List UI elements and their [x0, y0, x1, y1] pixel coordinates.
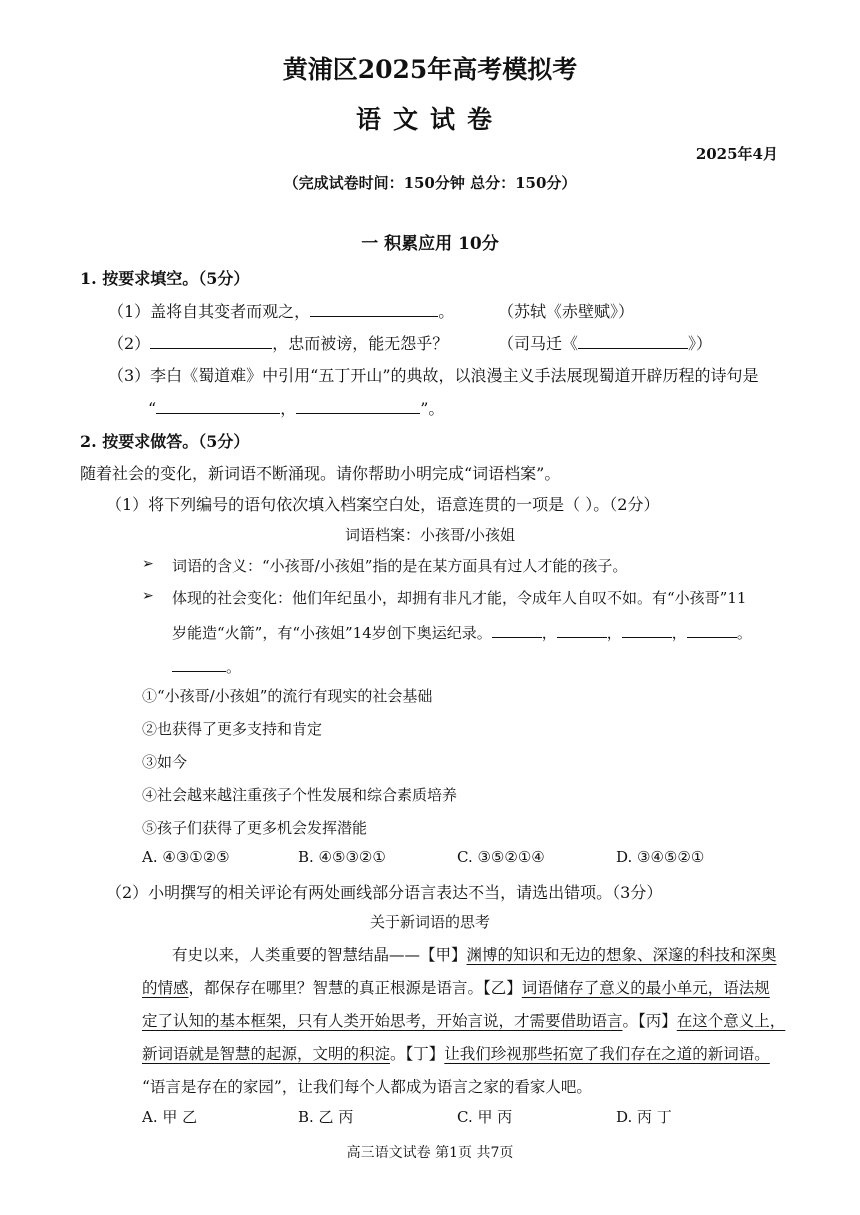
essay-underlined-ding: 让我们珍视那些拓宽了我们存在之道的新词语。 [444, 1045, 770, 1063]
arrow-bullet-icon: ➢ [142, 556, 154, 572]
option-b[interactable]: B. ④⑤③②① [298, 848, 386, 866]
essay-line-4 [142, 1042, 770, 1064]
option-c[interactable]: C. 甲 丙 [457, 1108, 513, 1126]
essay-underlined-jia: 的情感 [142, 979, 189, 997]
option-a[interactable]: A. ④③①②⑤ [142, 848, 230, 866]
option-c[interactable]: C. ③⑤②①④ [457, 848, 545, 866]
page-footer: 高三语文试卷 第1页 共7页 [346, 1145, 514, 1161]
archive-sep: ， [541, 624, 557, 642]
essay-underlined-bing: 新词语就是智慧的起源，文明的积淀 [142, 1045, 391, 1063]
option-d[interactable]: D. 丙 丁 [616, 1108, 672, 1126]
essay-line-1 [172, 943, 777, 965]
q1-item1 [108, 299, 454, 322]
q1-item2-source-suffix: 》） [688, 334, 713, 353]
essay-title: 关于新词语的思考 [369, 913, 490, 931]
section-heading: 一 积累应用 10分 [361, 234, 499, 254]
archive-blank-1[interactable] [492, 623, 542, 638]
essay-line-5: “语言是存在的家园”，让我们每个人都成为语言之家的看家人吧。 [142, 1078, 592, 1096]
q1-item3-close: ”。 [420, 399, 445, 418]
q1-item3-blank2[interactable] [296, 399, 420, 414]
q1-item3-open: “ [148, 399, 157, 418]
q1-item1-suffix: 。 [438, 302, 455, 321]
essay-underlined-yi: 词语储存了意义的最小单元，语法规 [521, 979, 770, 997]
q2-title: 2. 按要求做答。（5分） [80, 432, 250, 451]
archive-blank-4[interactable] [687, 623, 737, 638]
archive-title: 词语档案：小孩哥/小孩姐 [344, 526, 516, 544]
archive-end: 。 [226, 658, 242, 676]
option-a[interactable]: A. 甲 乙 [142, 1108, 198, 1126]
exam-meta: （完成试卷时间：150分钟 总分：150分） [283, 174, 577, 192]
q1-item1-source: （苏轼《赤壁赋》） [498, 302, 635, 321]
list-item: ②也获得了更多支持和肯定 [142, 720, 323, 738]
q1-title: 1. 按要求填空。（5分） [80, 269, 250, 288]
archive-blank-2[interactable] [557, 623, 607, 638]
essay-line-3 [142, 1009, 785, 1031]
q1-item3-line1: （3）李白《蜀道难》中引用“五丁开山”的典故，以浪漫主义手法展现蜀道开辟历程的诗句是 [108, 366, 759, 385]
exam-date: 2025年4月 [695, 145, 778, 163]
q1-item2-blank[interactable] [150, 334, 272, 349]
archive-bullet1: 词语的含义：“小孩哥/小孩姐”指的是在某方面具有过人才能的孩子。 [172, 557, 628, 575]
q1-item3-comma: ， [280, 399, 297, 418]
list-item: ⑤孩子们获得了更多机会发挥潜能 [142, 819, 368, 837]
list-item: ④社会越来越注重孩子个性发展和综合素质培养 [142, 786, 458, 804]
q1-item2-source-prefix: （司马迁《 [498, 334, 579, 353]
archive-blank-3[interactable] [622, 623, 672, 638]
archive-bullet2-line2 [172, 622, 752, 643]
q1-item2-suffix: ，忠而被谤，能无怨乎？ [272, 334, 449, 353]
q2-sub1: （1）将下列编号的语句依次填入档案空白处，语意连贯的一项是（ ）。（2分） [106, 495, 660, 514]
q1-item3-blank1[interactable] [156, 399, 280, 414]
q1-item2-prefix: （2） [108, 334, 151, 353]
exam-title: 黄浦区2025年高考模拟考 [282, 55, 578, 84]
archive-sep: ， [671, 624, 687, 642]
q1-item2-source-blank[interactable] [578, 334, 688, 349]
essay-underlined-jia: 渊博的知识和无边的想象、深邃的科技和深奥 [466, 946, 777, 964]
essay-text: 有史以来，人类重要的智慧结晶——【甲】 [172, 946, 467, 964]
list-item: ①“小孩哥/小孩姐”的流行有现实的社会基础 [142, 687, 433, 705]
q1-item2-source [498, 331, 712, 354]
q1-item1-prefix: （1）盖将自其变者而观之， [108, 302, 311, 321]
archive-line3 [172, 656, 241, 677]
essay-line-2 [142, 976, 770, 998]
archive-bullet2-text: 岁能造“火箭”，有“小孩姐”14岁创下奥运纪录。 [172, 624, 492, 642]
archive-blank-5[interactable] [172, 657, 226, 672]
archive-end: 。 [736, 624, 752, 642]
q1-item3-line2 [148, 396, 444, 419]
option-d[interactable]: D. ③④⑤②① [616, 848, 705, 866]
exam-subtitle: 语文试卷 [355, 105, 504, 134]
archive-sep: ， [606, 624, 622, 642]
option-b[interactable]: B. 乙 丙 [298, 1108, 354, 1126]
q2-sub2: （2）小明撰写的相关评论有两处画线部分语言表达不当，请选出错项。（3分） [106, 883, 663, 902]
q1-item2 [108, 331, 448, 354]
essay-text: ，都保存在哪里？智慧的真正根源是语言。【乙】 [188, 979, 522, 997]
essay-underlined-bing: 在这个意义上， [676, 1012, 786, 1030]
q2-intro: 随着社会的变化，新词语不断涌现。请你帮助小明完成“词语档案”。 [80, 464, 561, 483]
essay-text: 。【丙】 [622, 1012, 677, 1030]
archive-bullet2-line1: 体现的社会变化：他们年纪虽小，却拥有非凡才能，令成年人自叹不如。有“小孩哥”11 [172, 589, 747, 607]
arrow-bullet-icon: ➢ [142, 588, 154, 604]
list-item: ③如今 [142, 753, 188, 771]
q1-item1-blank[interactable] [310, 302, 438, 317]
essay-underlined-yi: 定了认知的基本框架，只有人类开始思考，开始言说，才需要借助语言 [142, 1012, 623, 1030]
essay-text: 。【丁】 [390, 1045, 445, 1063]
